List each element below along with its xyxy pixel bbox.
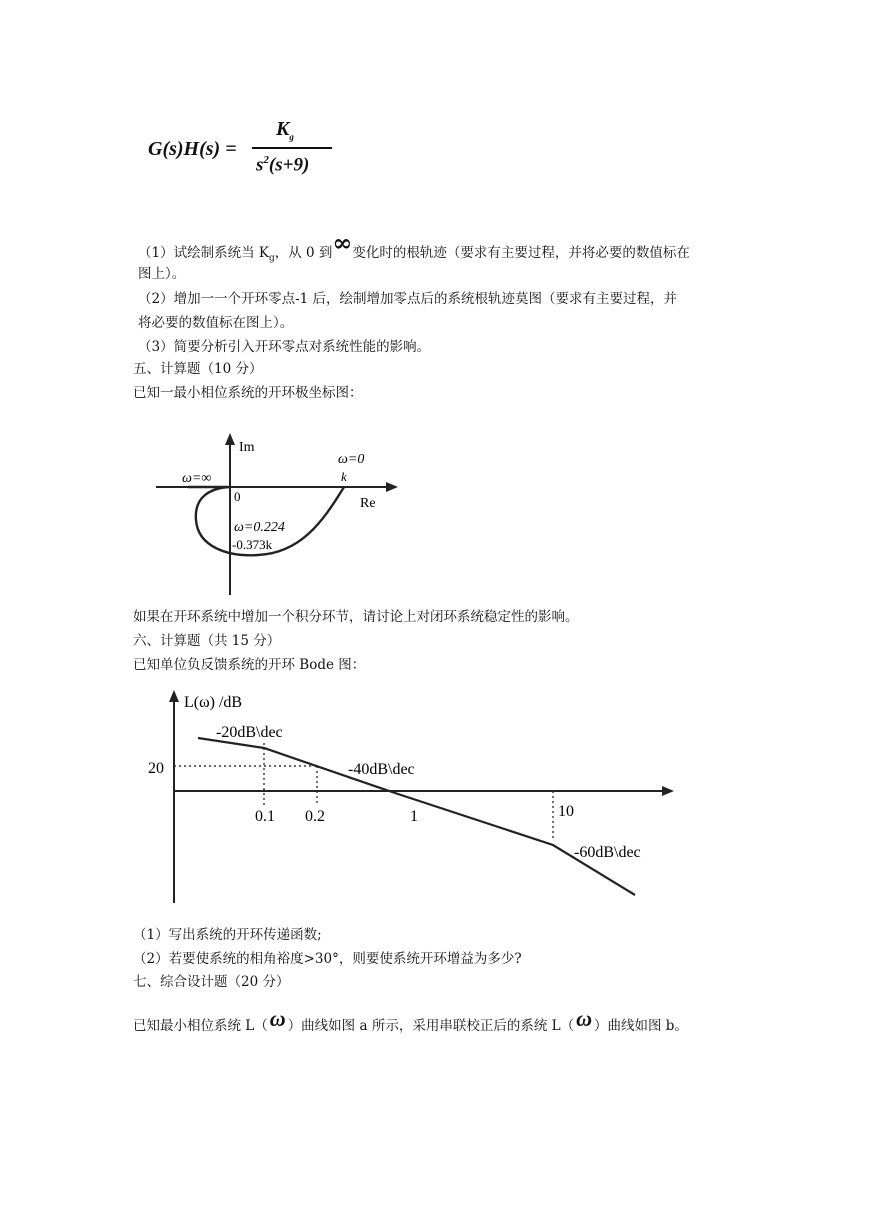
min-value-label: -0.373k: [232, 537, 273, 552]
section5-after: 如果在开环系统中增加一个积分环节，请讨论上对闭环系统稳定性的影响。: [133, 609, 579, 625]
section7-body: 已知最小相位系统 L（ω ）曲线如图 a 所示，采用串联校正后的系统 L（ω ）曲线如图 b。: [133, 1006, 688, 1034]
omega-symbol: ω: [269, 1006, 286, 1031]
q4-part1-line2: 图上）。: [138, 266, 186, 282]
tick-10: 10: [558, 803, 574, 820]
bode-plot: [140, 685, 685, 910]
omega-0224-label: ω=0.224: [234, 520, 285, 535]
section6-title: 六、计算题（共 15 分）: [133, 633, 281, 649]
section6-q1: （1）写出系统的开环传递函数;: [133, 927, 322, 943]
formula-lhs: G(s)H(s) =: [148, 138, 237, 160]
bode-x-axis-arrow: [662, 786, 674, 796]
transfer-function-formula: [148, 118, 348, 188]
im-axis-label: Im: [239, 440, 255, 455]
q4-part2-line2: 将必要的数值标在图上）。: [138, 315, 294, 331]
slope-40-label: -40dB\dec: [348, 761, 415, 778]
re-axis-arrow: [386, 482, 398, 492]
q4-part3: （3）简要分析引入开环零点对系统性能的影响。: [138, 339, 431, 355]
bode-y-label: L(ω) /dB: [184, 694, 243, 711]
section6-intro: 已知单位负反馈系统的开环 Bode 图：: [133, 657, 366, 673]
tick-20: 20: [148, 760, 164, 777]
section7-title: 七、综合设计题（20 分）: [133, 974, 290, 990]
omega-symbol: ω: [576, 1006, 592, 1031]
omega-zero-label: ω=0: [338, 452, 365, 467]
section6-q2: （2）若要使系统的相角裕度>30°，则要使系统开环增益为多少?: [133, 951, 522, 967]
tick-0.1: 0.1: [255, 808, 275, 825]
tick-1: 1: [410, 808, 418, 825]
k-label: k: [341, 469, 347, 484]
q4-part2-line1: （2）增加一一个开环零点-1 后，绘制增加零点后的系统根轨迹莫图（要求有主要过程，并: [138, 291, 678, 307]
slope-20-label: -20dB\dec: [216, 724, 283, 741]
origin-label: 0: [234, 489, 241, 504]
re-axis-label: Re: [360, 496, 376, 511]
q4-part1-line1: （1）试绘制系统当 $K_g$，从 0 到∞变化时的根轨迹（要求有主要过程，并将必要的数值标在: [138, 228, 690, 264]
im-axis-arrow: [225, 433, 235, 445]
section5-intro: 已知一最小相位系统的开环极坐标图：: [133, 385, 363, 401]
formula-fraction-bar: [252, 147, 332, 149]
slope-60-label: -60dB\dec: [574, 844, 641, 861]
bode-y-axis-arrow: [169, 690, 179, 702]
tick-0.2: 0.2: [305, 808, 325, 825]
formula-denominator: $s^2(s+9)$: [256, 154, 310, 176]
nyquist-polar-plot: [150, 425, 420, 605]
omega-infinity-label: ω=∞: [182, 471, 212, 486]
section5-title: 五、计算题（10 分）: [133, 361, 263, 377]
infinity-symbol: ∞: [332, 228, 353, 257]
formula-numerator: $K_g$: [276, 118, 294, 142]
